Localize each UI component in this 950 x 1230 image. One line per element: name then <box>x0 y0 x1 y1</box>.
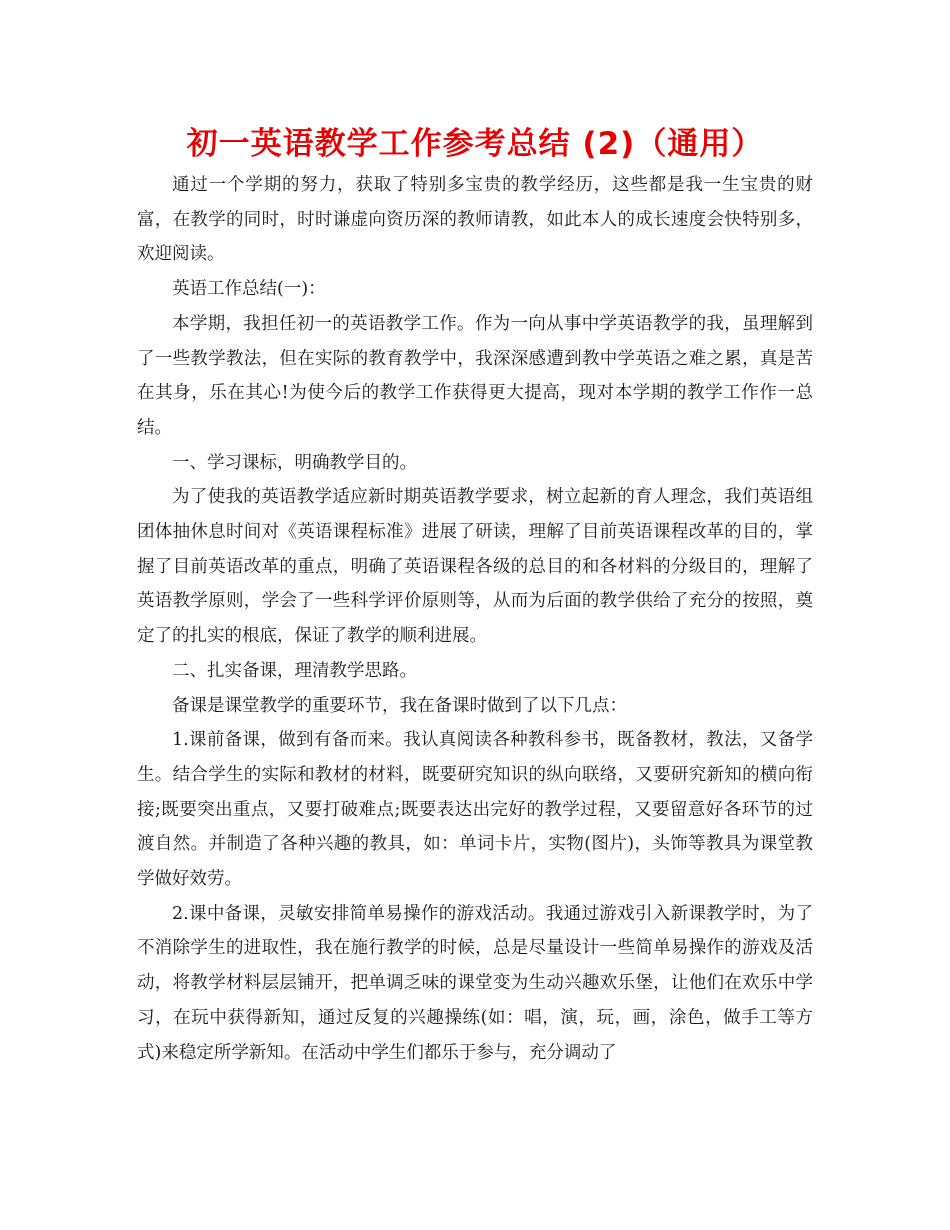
paragraph-section-1: 为了使我的英语教学适应新时期英语教学要求，树立起新的育人理念，我们英语组团体抽休息时间对《英语课程标准》进展了研读，理解了目前英语课程改革的目的，掌握了目前英语改革的重点，明确了英语课程各级的总目的和各材料的分级目的，理解了英语教学原则，学会了一些科学评价原则等，从而为后面的教学供给了充分的按照，奠定了的扎实的根底，保证了教学的顺利进展。 <box>137 487 813 647</box>
paragraph-point-2: 2.课中备课，灵敏安排简单易操作的游戏活动。我通过游戏引入新课教学时，为了不消除学生的进取性，我在施行教学的时候，总是尽量设计一些简单易操作的游戏及活动，将教学材料层层铺开，把单调乏味的课堂变为生动兴趣欢乐堡，让他们在欢乐中学习，在玩中获得新知，通过反复的兴趣操练(如：唱，演，玩，画，涂色，做手工等方式)来稳定所学新知。在活动中学生们都乐于参与，充分调动了 <box>137 903 813 1063</box>
paragraph-point-1: 1.课前备课，做到有备而来。我认真阅读各种教科参书，既备教材，教法，又备学生。结合学生的实际和教材的材料，既要研究知识的纵向联络，又要研究新知的横向衔接;既要突出重点，又要打破难点;既要表达出完好的教学过程，又要留意好各环节的过渡自然。并制造了各种兴趣的教具，如：单词卡片，实物(图片)，头饰等教具为课堂教学做好效劳。 <box>137 730 813 890</box>
paragraph-section-2-intro: 备课是课堂教学的重要环节，我在备课时做到了以下几点： <box>172 695 627 716</box>
paragraph-section-label: 英语工作总结(一)： <box>172 279 326 300</box>
heading-section-2: 二、扎实备课，理清教学思路。 <box>172 660 417 681</box>
paragraph-intro: 通过一个学期的努力，获取了特别多宝贵的教学经历，这些都是我一生宝贵的财富，在教学的同时，时时谦虚向资历深的教师请教，如此本人的成长速度会快特别多，欢迎阅读。 <box>137 175 813 265</box>
heading-section-1: 一、学习课标，明确教学目的。 <box>172 452 417 473</box>
paragraph-overview: 本学期，我担任初一的英语教学工作。作为一向从事中学英语教学的我，虽理解到了一些教学教法，但在实际的教育教学中，我深深感遭到教中学英语之难之累，真是苦在其身，乐在其心!为使今后的教学工作获得更大提高，现对本学期的教学工作作一总结。 <box>137 313 813 438</box>
document-title: 初一英语教学工作参考总结 (2)（通用） <box>186 126 764 162</box>
document-body <box>137 168 813 1070</box>
